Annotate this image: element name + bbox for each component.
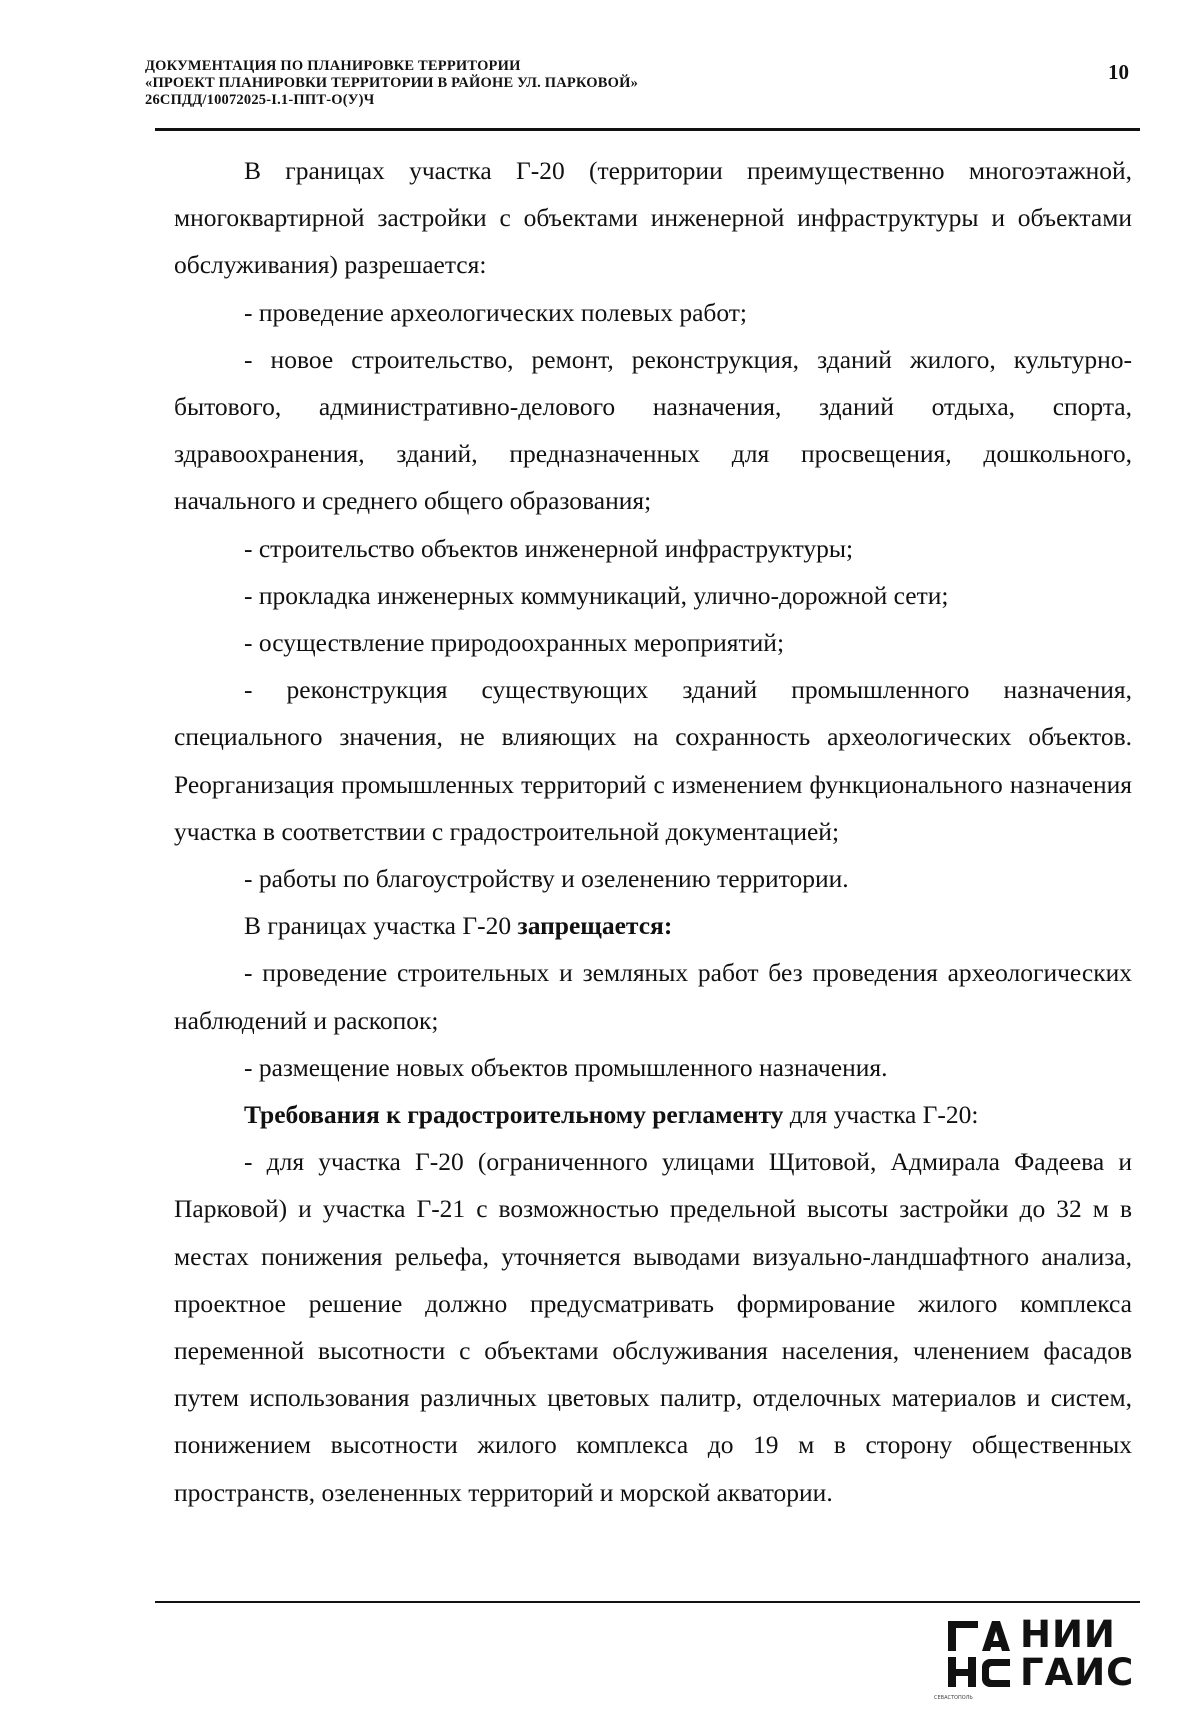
niigais-logo-text: [1020, 1613, 1135, 1694]
list-item-allowed: - строительство объектов инженерной инфраструктуры;: [244, 533, 854, 563]
list-item-forbidden: - размещение новых объектов промышленного назначения.: [244, 1052, 888, 1082]
list-item-forbidden: - проведение строительных и земляных работ без проведения археологических наблюдений и раскопок;: [174, 958, 1132, 1035]
list-item-allowed: - новое строительство, ремонт, реконструкция, зданий жилого, культурно-бытового, административно-делового назначения, зданий отдыха, спорта, здравоохранения, зданий, предназначенных для просвещения, дошкольного, начального и среднего общего образования;: [174, 344, 1132, 516]
header-line-1: ДОКУМЕНТАЦИЯ ПО ПЛАНИРОВКЕ ТЕРРИТОРИИ: [145, 58, 521, 74]
requirements-rest: для участка Г-20:: [783, 1100, 979, 1130]
list-item-allowed: - осуществление природоохранных мероприятий;: [244, 628, 785, 658]
header-line-3: 26СПДД/10072025-I.1-ППТ-О(У)Ч: [145, 92, 375, 108]
paragraph-forbidden-intro: [174, 902, 1132, 949]
paragraph-requirements: - для участка Г-20 (ограниченного улицами Щитовой, Адмирала Фадеева и Парковой) и участка Г-21 с возможностью предельной высоты застройки до 32 м в местах понижения рельефа, уточняется выводами визуально-ландшафтного анализа, проектное решение должно предусматривать формирование жилого комплекса переменной высотности с объектами обслуживания населения, членением фасадов путем использования различных цветовых палитр, отделочных материалов и систем, понижением высотности жилого комплекса до 19 м в сторону общественных пространств, озелененных территорий и морской акватории.: [174, 1147, 1132, 1507]
logo-line-2: ГАИС: [1020, 1651, 1135, 1694]
list-item-allowed: - прокладка инженерных коммуникаций, улично-дорожной сети;: [244, 580, 949, 610]
header-divider: [155, 128, 1140, 131]
logo-caption: СЕВАСТОПОЛЬ: [934, 1695, 973, 1701]
list-item-allowed: - работы по благоустройству и озеленению территории.: [244, 864, 849, 894]
document-header: [145, 58, 1065, 109]
header-line-2: «ПРОЕКТ ПЛАНИРОВКИ ТЕРРИТОРИИ В РАЙОНЕ УЛ. ПАРКОВОЙ»: [145, 75, 639, 91]
footer-divider: [155, 1601, 1140, 1603]
forbidden-intro-text: В границах участка Г-20: [244, 911, 518, 941]
document-body: [174, 147, 1132, 1516]
logo-line-1: НИИ: [1020, 1613, 1116, 1656]
paragraph-requirements-heading: [174, 1091, 1132, 1138]
niigais-logo-icon: [946, 1619, 1012, 1691]
forbidden-keyword: запрещается:: [517, 911, 673, 941]
list-item-allowed: - реконструкция существующих зданий промышленного назначения, специального значения, не влияющих на сохранность археологических объектов. Реорганизация промышленных территорий с изменением функционального назначения участка в соответствии с градостроительной документацией;: [174, 675, 1132, 846]
list-item-allowed: - проведение археологических полевых работ;: [244, 297, 748, 327]
paragraph-allowed-intro: В границах участка Г-20 (территории преимущественно многоэтажной, многоквартирной застройки с объектами инженерной инфраструктуры и объектами обслуживания) разрешается:: [174, 156, 1132, 280]
page-number: 10: [1108, 60, 1129, 84]
requirements-keyword: Требования к градостроительному регламенту: [244, 1100, 784, 1130]
